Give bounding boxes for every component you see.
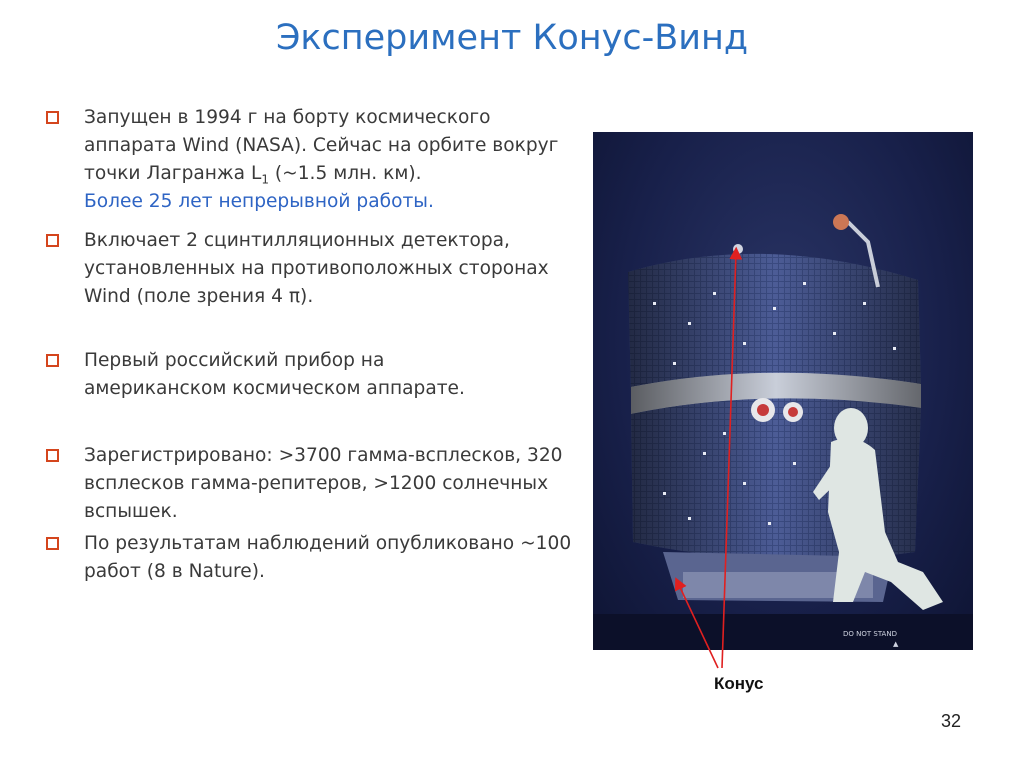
wind-spacecraft-photo (593, 132, 973, 650)
slide-title: Эксперимент Конус-Винд (275, 18, 749, 58)
square-bullet-icon (46, 234, 59, 247)
square-bullet-icon (46, 537, 59, 550)
bullet-subscript: 1 (261, 172, 269, 187)
photo-caption: Конус (714, 674, 764, 693)
square-bullet-icon (46, 354, 59, 367)
bullet-text: Включает 2 сцинтилляционных детектора, установленных на противоположных сторонах Wind (поле зрения 4 π). (84, 230, 549, 307)
bullet-text: Запущен в 1994 г на борту космического аппарата Wind (NASA). Сейчас на орбите вокруг точки Лагранжа L (84, 107, 559, 184)
square-bullet-icon (46, 111, 59, 124)
bullet-highlight: Более 25 лет непрерывной работы. (84, 191, 434, 212)
spacecraft-illustration (593, 132, 973, 650)
bullet-text-after: (~1.5 млн. км). (268, 163, 422, 184)
square-bullet-icon (46, 449, 59, 462)
page-number: 32 (941, 711, 962, 731)
svg-text:▲: ▲ (893, 640, 899, 648)
bullet-text: По результатам наблюдений опубликовано ~100 работ (8 в Nature). (84, 533, 572, 582)
bullet-text: Первый российский прибор на американском космическом аппарате. (84, 350, 465, 399)
bullet-text: Зарегистрировано: >3700 гамма-всплесков, 320 всплесков гамма-репитеров, >1200 солнечных вспышек. (84, 445, 563, 522)
do-not-stand-sign: DO NOT STAND (843, 630, 897, 638)
